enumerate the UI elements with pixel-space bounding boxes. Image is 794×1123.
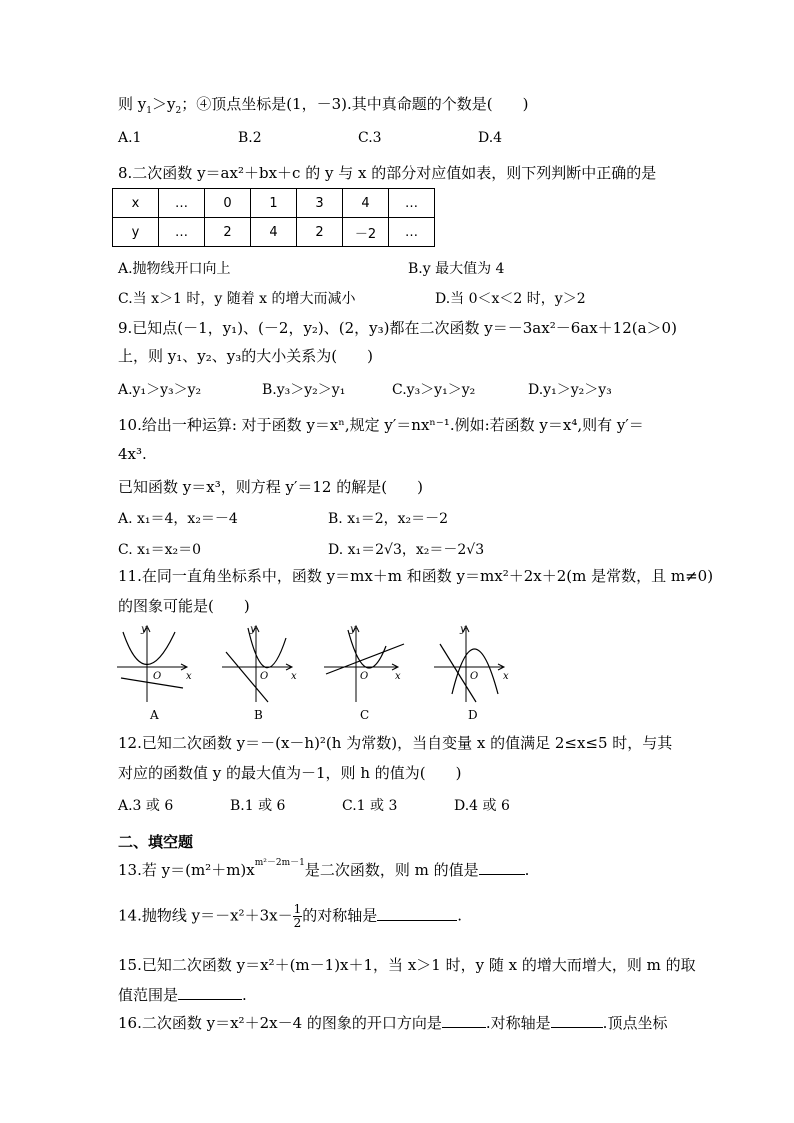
origin-label: O bbox=[360, 671, 369, 682]
axis-y-label: y bbox=[350, 624, 356, 635]
q16-blank-direction[interactable] bbox=[442, 1027, 486, 1028]
table-cell: 4 bbox=[343, 189, 389, 218]
q7-option-a[interactable]: A.1 bbox=[118, 130, 142, 146]
table-row bbox=[113, 189, 435, 218]
q7-text-a: 则 y bbox=[118, 95, 147, 113]
q11-line1: 11.在同一直角坐标系中，函数 y＝mx＋m 和函数 y＝mx²＋2x＋2(m 是常数，且 m≠0) bbox=[118, 567, 714, 585]
axis-x-label: x bbox=[395, 671, 401, 682]
table-cell: 3 bbox=[297, 189, 343, 218]
q7-tail: 则 $y_1>y_2$；④顶点坐标是(1，－3).其中真命题的个数是( ) bbox=[118, 95, 529, 116]
axis-y-label: y bbox=[141, 624, 147, 635]
graph-label-a: A bbox=[150, 708, 159, 722]
q10-line3: 已知函数 y＝x³，则方程 y′＝12 的解是( ) bbox=[118, 478, 423, 496]
table-row bbox=[113, 218, 435, 247]
section-title-fill-in: 二、填空题 bbox=[118, 833, 194, 851]
q14-answer-blank[interactable] bbox=[377, 920, 457, 921]
q10-option-a[interactable]: A. x₁＝4，x₂＝－4 bbox=[118, 511, 238, 527]
q10-option-c[interactable]: C. x₁＝x₂＝0 bbox=[118, 542, 202, 558]
q16 bbox=[118, 1013, 667, 1033]
q14-end: . bbox=[457, 906, 463, 925]
table-cell: －2 bbox=[343, 218, 389, 247]
axis-x-label: x bbox=[291, 671, 297, 682]
q14-suffix: 的对称轴是 bbox=[302, 906, 378, 925]
origin-label: O bbox=[153, 671, 162, 682]
q8-option-d[interactable]: D.当 0＜x＜2 时，y＞2 bbox=[435, 291, 586, 307]
q11-line2: 的图象可能是( ) bbox=[118, 597, 250, 615]
q12-option-c[interactable]: C.1 或 3 bbox=[342, 798, 398, 814]
q10-line1: 10.给出一种运算: 对于函数 y＝xⁿ,规定 y′＝nxⁿ⁻¹.例如:若函数 y＝x⁴,则有 y′＝ bbox=[118, 416, 644, 434]
q10-option-b[interactable]: B. x₁＝2，x₂＝－2 bbox=[328, 511, 449, 527]
q14-denominator: 2 bbox=[293, 916, 302, 930]
axis-y-label: y bbox=[250, 624, 256, 635]
table-cell: … bbox=[389, 189, 435, 218]
q9-option-d[interactable]: D.y₁＞y₂＞y₃ bbox=[528, 382, 612, 398]
q15-line2 bbox=[118, 985, 247, 1005]
table-cell: … bbox=[159, 189, 205, 218]
q13-base: (m²＋m)x bbox=[185, 861, 255, 879]
q7-option-d[interactable]: D.4 bbox=[478, 130, 503, 146]
q9-option-b[interactable]: B.y₃＞y₂＞y₁ bbox=[262, 382, 346, 398]
graph-label-b: B bbox=[254, 708, 263, 722]
q13-answer-blank[interactable] bbox=[479, 874, 525, 875]
origin-label: O bbox=[260, 671, 269, 682]
q13 bbox=[118, 860, 529, 880]
axis-y-label: y bbox=[460, 624, 466, 635]
q8-value-table bbox=[112, 188, 435, 247]
q14-prefix: 14.抛物线 y＝－x²＋3x－ bbox=[118, 906, 293, 925]
table-cell: 0 bbox=[205, 189, 251, 218]
graph-d[interactable] bbox=[432, 622, 512, 704]
q13-suffix: 是二次函数，则 m 的值是 bbox=[304, 861, 479, 879]
q16-text-b: .对称轴是 bbox=[485, 1014, 551, 1032]
origin-label: O bbox=[470, 671, 479, 682]
graph-label-d: D bbox=[468, 708, 478, 722]
q15-end: . bbox=[242, 986, 247, 1004]
table-cell: 1 bbox=[251, 189, 297, 218]
q9-line1: 9.已知点(－1，y₁)、(－2，y₂)、(2，y₃)都在二次函数 y＝－3ax²－6ax＋12(a＞0) bbox=[118, 319, 677, 337]
q13-exponent: m²－2m－1 bbox=[254, 858, 305, 868]
graph-c[interactable] bbox=[322, 622, 406, 704]
q7-option-c[interactable]: C.3 bbox=[358, 130, 382, 146]
q12-line2: 对应的函数值 y 的最大值为－1，则 h 的值为( ) bbox=[118, 764, 462, 782]
q16-text-c: .顶点坐标 bbox=[602, 1014, 668, 1032]
axis-x-label: x bbox=[503, 671, 509, 682]
graph-a[interactable] bbox=[115, 622, 195, 704]
q15-line2-text: 值范围是 bbox=[118, 986, 179, 1004]
q16-text-a: 16.二次函数 y＝x²＋2x－4 的图象的开口方向是 bbox=[118, 1014, 442, 1032]
q9-option-a[interactable]: A.y₁＞y₃＞y₂ bbox=[118, 382, 202, 398]
q9-line2: 上，则 y₁、y₂、y₃的大小关系为( ) bbox=[118, 347, 373, 365]
q9-option-c[interactable]: C.y₃＞y₁＞y₂ bbox=[392, 382, 476, 398]
q14-numerator: 1 bbox=[293, 902, 302, 916]
q8-option-b[interactable]: B.y 最大值为 4 bbox=[408, 261, 505, 277]
q12-option-b[interactable]: B.1 或 6 bbox=[230, 798, 286, 814]
q7-text-b: ＞y bbox=[151, 95, 176, 113]
q13-prefix: 13.若 y＝ bbox=[118, 861, 186, 879]
table-cell: … bbox=[389, 218, 435, 247]
q16-blank-axis[interactable] bbox=[551, 1027, 603, 1028]
q7-text-c: ；④顶点坐标是(1，－3).其中真命题的个数是( ) bbox=[181, 95, 529, 113]
q14-fraction bbox=[293, 903, 303, 930]
q12-line1: 12.已知二次函数 y＝－(x－h)²(h 为常数)，当自变量 x 的值满足 2≤x≤5 时，与其 bbox=[118, 734, 673, 752]
table-cell: y bbox=[113, 218, 159, 247]
q15-answer-blank[interactable] bbox=[178, 999, 242, 1000]
graph-b[interactable] bbox=[220, 622, 300, 704]
axis-x-label: x bbox=[186, 671, 192, 682]
table-cell: 2 bbox=[205, 218, 251, 247]
table-cell: 2 bbox=[297, 218, 343, 247]
table-cell: 4 bbox=[251, 218, 297, 247]
q12-option-d[interactable]: D.4 或 6 bbox=[454, 798, 510, 814]
q10-option-d[interactable]: D. x₁＝2√3，x₂＝－2√3 bbox=[328, 542, 485, 558]
table-cell: … bbox=[159, 218, 205, 247]
q7-option-b[interactable]: B.2 bbox=[238, 130, 262, 146]
graph-label-c: C bbox=[360, 708, 370, 722]
table-cell: x bbox=[113, 189, 159, 218]
q8-option-c[interactable]: C.当 x＞1 时，y 随着 x 的增大而减小 bbox=[118, 291, 356, 307]
q8-stem: 8.二次函数 y＝ax²＋bx＋c 的 y 与 x 的部分对应值如表，则下列判断中正确的是 bbox=[118, 164, 657, 182]
q15-line1: 15.已知二次函数 y＝x²＋(m－1)x＋1，当 x＞1 时，y 随 x 的增大而增大，则 m 的取 bbox=[118, 956, 696, 974]
q8-option-a[interactable]: A.抛物线开口向上 bbox=[118, 261, 231, 277]
q13-end: . bbox=[524, 861, 530, 879]
q12-option-a[interactable]: A.3 或 6 bbox=[118, 798, 174, 814]
q14 bbox=[118, 903, 462, 930]
q10-line2: 4x³. bbox=[118, 445, 147, 463]
